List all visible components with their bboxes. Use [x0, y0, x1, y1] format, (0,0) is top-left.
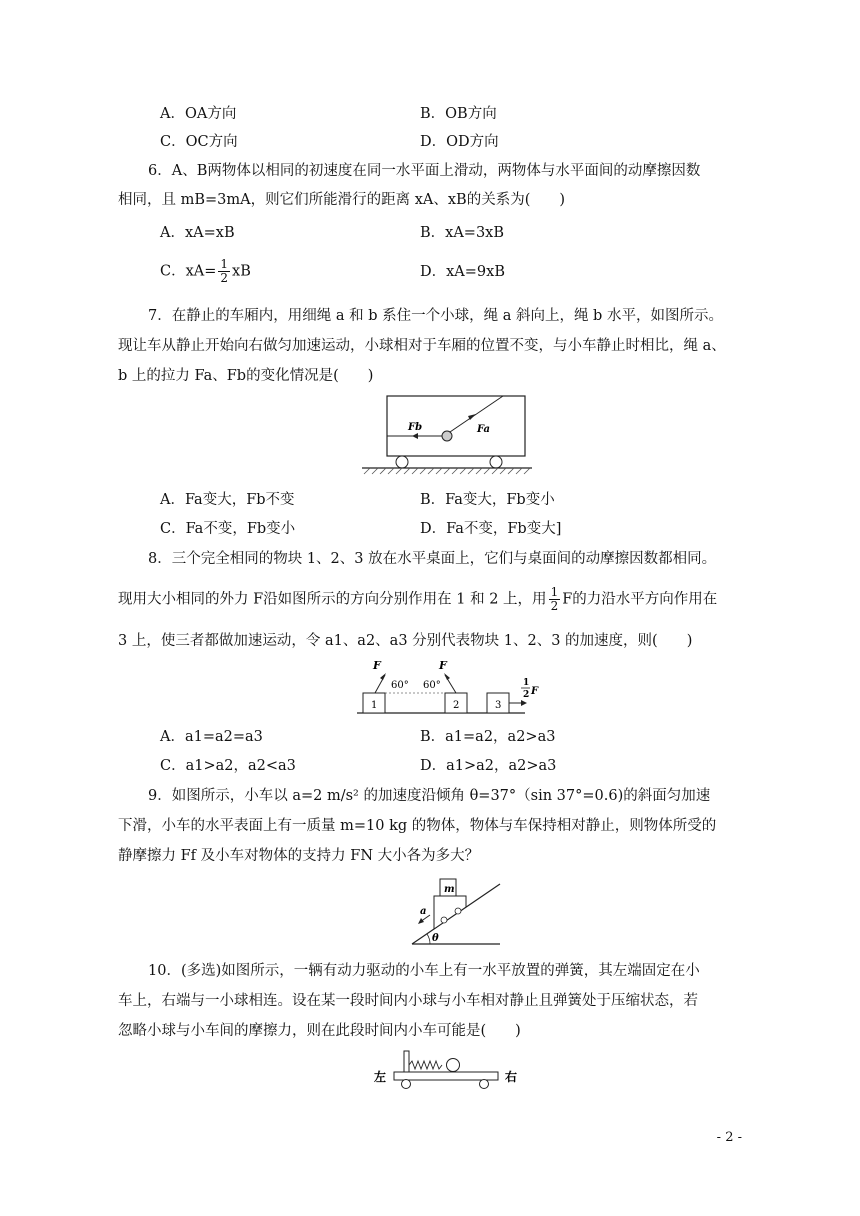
q8-figure-blocks: [355, 653, 545, 719]
block-1-label: 1: [371, 700, 378, 711]
theta-label: θ: [432, 933, 439, 944]
spring: [409, 1061, 442, 1069]
q8-line2-fraction: [549, 586, 561, 613]
wheel-right: [480, 1080, 489, 1089]
q5-option-d: D．OD方向: [420, 134, 499, 150]
q6-option-c: [160, 258, 251, 285]
block-2-label: 2: [453, 700, 460, 711]
q7-option-c: C．Fa不变，Fb变小: [160, 521, 296, 537]
q7-option-b: B．Fa变大，Fb变小: [420, 492, 555, 508]
force-3-arrow: [521, 700, 527, 706]
q9-stem-line3: 静摩擦力 Ff 及小车对物体的支持力 FN 大小各为多大？: [118, 848, 480, 864]
accel-label: a: [420, 906, 427, 917]
ground-hatch: [364, 468, 530, 474]
f2-label: F: [439, 659, 447, 672]
q9-figure-incline: [400, 870, 510, 950]
q10-stem-line1: 10．(多选)如图所示，一辆有动力驱动的小车上有一水平放置的弹簧，其左端固定在小: [148, 963, 700, 979]
cart-platform: [394, 1072, 498, 1080]
q6-option-a: A．xA=xB: [160, 225, 235, 241]
block-3-label: 3: [495, 700, 502, 711]
half-f-den: 2: [523, 690, 530, 700]
wheel-left: [402, 1080, 411, 1089]
q7-figure-car: [350, 392, 540, 484]
spring-wall: [404, 1051, 409, 1072]
q5-option-c: C．OC方向: [160, 134, 238, 150]
q6-option-c-num: 1: [220, 257, 229, 271]
q10-stem-line2: 车上，右端与一小球相连。设在某一段时间内小球与小车相对静止且弹簧处于压缩状态，若: [118, 993, 698, 1009]
q6-option-c-suffix: xB: [232, 263, 251, 280]
q7-stem-line1: 7．在静止的车厢内，用细绳 a 和 b 系住一个小球，绳 a 斜向上，绳 b 水平，如图所示。: [148, 308, 723, 324]
wheel-right: [490, 456, 502, 468]
q8-stem-line1: 8．三个完全相同的物块 1、2、3 放在水平桌面上，它们与桌面间的动摩擦因数都相同。: [148, 551, 717, 567]
q9-stem-line1: 9．如图所示，小车以 a=2 m/s² 的加速度沿倾角 θ=37°（sin 37°=0.6)的斜面匀加速: [148, 788, 711, 804]
page-number: - 2 -: [716, 1130, 742, 1145]
cart-wheel-1: [441, 917, 447, 923]
q6-option-b: B．xA=3xB: [420, 225, 505, 241]
q8-line2-suffix: F的力沿水平方向作用在: [562, 591, 718, 608]
left-label: 左: [374, 1070, 387, 1084]
q5-option-b: B．OB方向: [420, 106, 497, 122]
q6-option-c-den: 2: [220, 271, 229, 285]
half-f-letter: F: [531, 686, 539, 697]
angle-2-label: 60°: [423, 680, 441, 691]
q7-stem-line2: 现让车从静止开始向右做匀加速运动，小球相对于车厢的位置不变，与小车静止时相比，绳 a、: [118, 338, 726, 354]
mass-label: m: [444, 884, 455, 895]
q7-option-a: A．Fa变大，Fb不变: [160, 492, 295, 508]
q9-stem-line2: 下滑，小车的水平表面上有一质量 m=10 kg 的物体，物体与车保持相对静止，则物体所受的: [118, 818, 717, 834]
theta-arc: [427, 934, 430, 944]
q6-stem-line1: 6．A、B两物体以相同的初速度在同一水平面上滑动，两物体与水平面间的动摩擦因数: [148, 163, 701, 179]
q8-line2-prefix: 现用大小相同的外力 F沿如图所示的方向分别作用在 1 和 2 上，用: [118, 591, 547, 608]
q8-option-b: B．a1=a2，a2>a3: [420, 729, 556, 745]
accel-arrow: [418, 918, 424, 924]
q6-option-d: D．xA=9xB: [420, 264, 505, 280]
q8-option-c: C．a1>a2，a2<a3: [160, 758, 296, 774]
fb-arrow: [412, 433, 418, 439]
cart-wheel-2: [455, 908, 461, 914]
ball: [447, 1059, 460, 1072]
fa-label: Fa: [477, 424, 491, 435]
fb-label: Fb: [408, 422, 423, 433]
angle-1-label: 60°: [391, 680, 409, 691]
right-label: 右: [505, 1070, 518, 1084]
force-2-arrow: [444, 673, 450, 680]
q8-line2-den: 2: [550, 599, 559, 613]
q5-option-a: A．OA方向: [160, 106, 237, 122]
q6-stem-line2: 相同，且 mB=3mA，则它们所能滑行的距离 xA、xB的关系为( ): [118, 192, 566, 208]
q8-stem-line2: [118, 586, 717, 613]
wheel-left: [396, 456, 408, 468]
q10-figure-spring-cart: [372, 1048, 532, 1094]
q8-line2-num: 1: [550, 585, 559, 599]
cart-body: [434, 896, 466, 929]
half-f-num: 1: [523, 678, 530, 688]
force-1-arrow: [380, 673, 386, 680]
q6-option-c-fraction: [218, 258, 230, 285]
ball: [442, 431, 452, 441]
q8-option-d: D．a1>a2，a2>a3: [420, 758, 557, 774]
q10-stem-line3: 忽略小球与小车间的摩擦力，则在此段时间内小车可能是( ): [118, 1023, 521, 1039]
q8-option-a: A．a1=a2=a3: [160, 729, 263, 745]
q8-stem-line3: 3 上，使三者都做加速运动，令 a1、a2、a3 分别代表物块 1、2、3 的加速度，则( ): [118, 633, 693, 649]
q7-stem-line3: b 上的拉力 Fa、Fb的变化情况是( ): [118, 368, 374, 384]
f1-label: F: [373, 659, 381, 672]
q6-option-c-prefix: C．xA=: [160, 263, 217, 280]
q7-option-d: D．Fa不变，Fb变大]: [420, 521, 562, 537]
